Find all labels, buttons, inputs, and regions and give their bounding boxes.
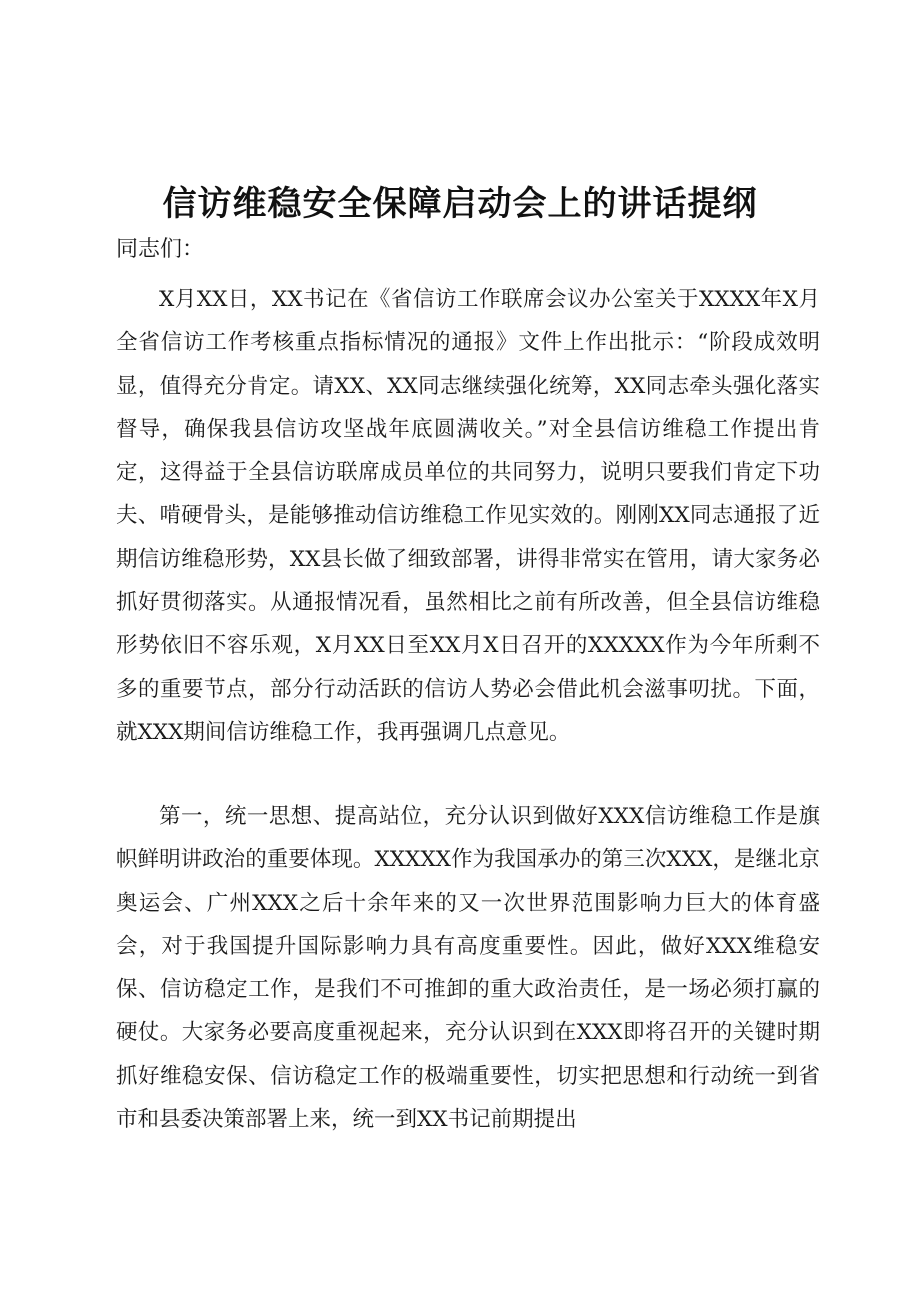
paragraph-intro: X月XX日，XX书记在《省信访工作联席会议办公室关于XXXX年X月全省信访工作考核重点指标情况的通报》文件上作出批示：“阶段成效明显，值得充分肯定。请XX、XX同志继续强化统筹，XX同志牵头强化落实督导，确保我县信访攻坚战年底圆满收关。”对全县信访维稳工作提出肯定，这得益于全县信访联席成员单位的共同努力，说明只要我们肯定下功夫、啃硬骨头，是能够推动信访维稳工作见实效的。刚刚XX同志通报了近期信访维稳形势，XX县长做了细致部署，讲得非常实在管用，请大家务必抓好贯彻落实。从通报情况看，虽然相比之前有所改善，但全县信访维稳形势依旧不容乐观，X月XX日至XX月X日召开的XXXXX作为今年所剩不多的重要节点，部分行动活跃的信访人势必会借此机会滋事叨扰。下面，就XXX期间信访维稳工作，我再强调几点意见。 — [116, 287, 820, 745]
document-title: 信访维稳安全保障启动会上的讲话提纲 — [162, 184, 758, 224]
paragraph-first-point: 第一，统一思想、提高站位，充分认识到做好XXX信访维稳工作是旗帜鲜明讲政治的重要体现。XXXXX作为我国承办的第三次XXX，是继北京奥运会、广州XXX之后十余年来的又一次世界范围影响力巨大的体育盛会，对于我国提升国际影响力具有高度重要性。因此，做好XXX维稳安保、信访稳定工作，是我们不可推卸的重大政治责任，是一场必须打赢的硬仗。大家务必要高度重视起来，充分认识到在XXX即将召开的关键时期抓好维稳安保、信访稳定工作的极端重要性，切实把思想和行动统一到省市和县委决策部署上来，统一到XX书记前期提出 — [116, 804, 820, 1133]
salutation: 同志们： — [116, 237, 205, 262]
